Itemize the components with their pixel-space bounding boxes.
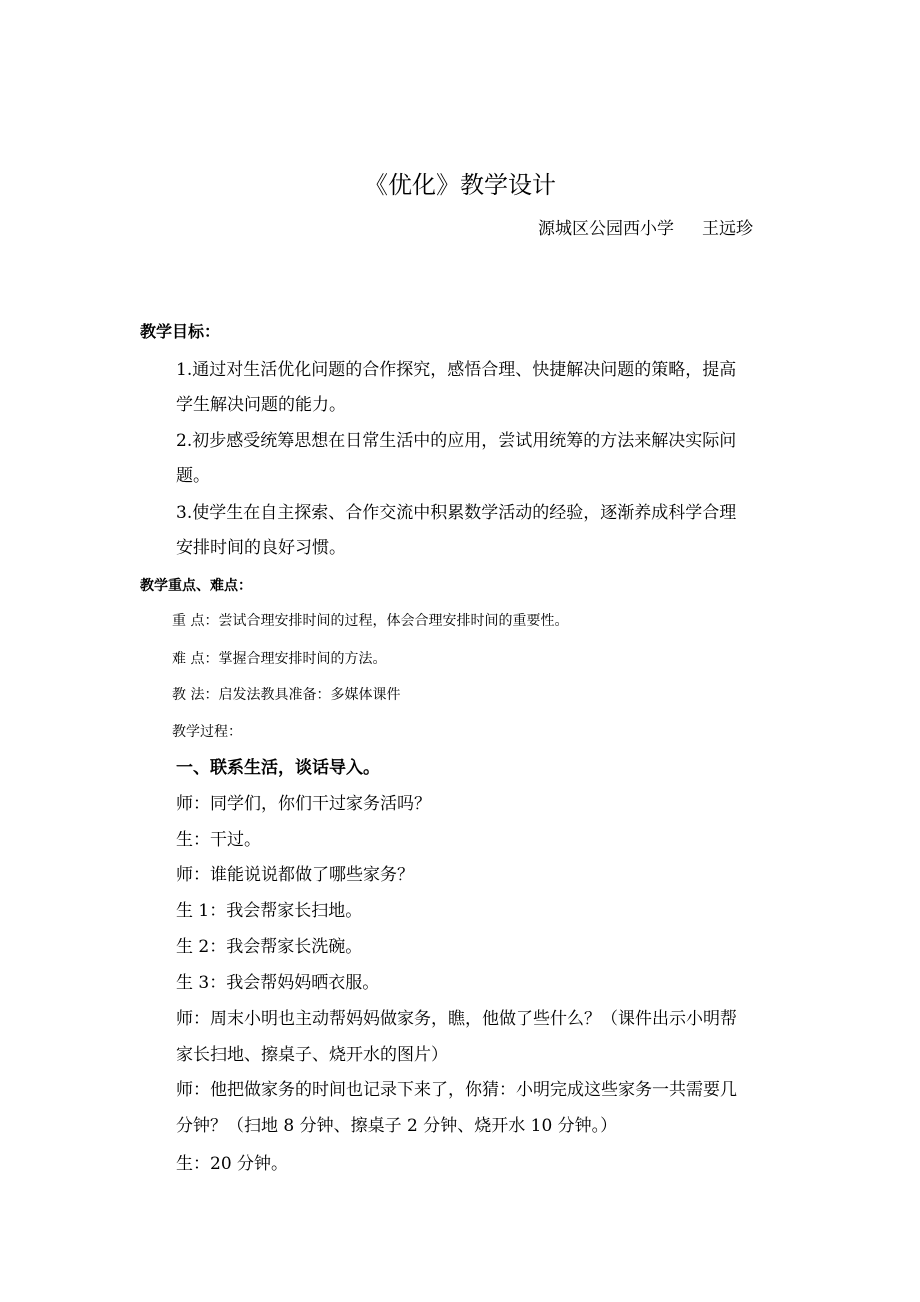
keypoint-focus: 重 点：尝试合理安排时间的过程，体会合理安排时间的重要性。 [172, 613, 569, 629]
dialogue-line-2: 生：干过。 [176, 830, 261, 850]
dialogue-line-5: 生 2：我会帮家长洗碗。 [176, 937, 363, 957]
dialogue-line-4: 生 1：我会帮家长扫地。 [176, 901, 363, 921]
keypoints-heading: 教学重点、难点： [140, 578, 252, 594]
dialogue-line-10: 分钟？（扫地 8 分钟、擦桌子 2 分钟、烧开水 10 分钟。） [176, 1116, 618, 1136]
goal-3-line-1: 3.使学生在自主探索、合作交流中积累数学活动的经验，逐渐养成科学合理 [176, 503, 737, 523]
author-name: 王远珍 [702, 219, 753, 239]
author-line [538, 216, 753, 242]
dialogue-line-6: 生 3：我会帮妈妈晒衣服。 [176, 973, 380, 993]
document-title: 《优化》教学设计 [364, 171, 556, 199]
dialogue-line-3: 师：谁能说说都做了哪些家务？ [176, 865, 414, 885]
keypoint-method: 教 法：启发法教具准备：多媒体课件 [172, 687, 401, 703]
goal-3-line-2: 安排时间的良好习惯。 [176, 538, 346, 558]
goal-2-line-1: 2.初步感受统筹思想在日常生活中的应用，尝试用统筹的方法来解决实际问 [176, 431, 737, 451]
dialogue-line-11: 生：20 分钟。 [176, 1154, 289, 1174]
goal-2-line-2: 题。 [176, 466, 210, 486]
dialogue-line-1: 师：同学们，你们干过家务活吗？ [176, 794, 431, 814]
keypoint-difficulty: 难 点：掌握合理安排时间的方法。 [172, 651, 387, 667]
dialogue-line-7: 师：周末小明也主动帮妈妈做家务，瞧，他做了些什么？（课件出示小明帮 [176, 1009, 737, 1029]
dialogue-line-9: 师：他把做家务的时间也记录下来了，你猜：小明完成这些家务一共需要几 [176, 1080, 737, 1100]
author-school: 源城区公园西小学 [538, 219, 674, 239]
goal-1-line-1: 1.通过对生活优化问题的合作探究，感悟合理、快捷解决问题的策略，提高 [176, 360, 737, 380]
goals-heading: 教学目标： [140, 322, 221, 341]
dialogue-line-8: 家长扫地、擦桌子、烧开水的图片） [176, 1045, 448, 1065]
section-1-heading: 一、联系生活，谈话导入。 [176, 758, 380, 778]
process-label: 教学过程： [172, 724, 242, 740]
goal-1-line-2: 学生解决问题的能力。 [176, 395, 346, 415]
